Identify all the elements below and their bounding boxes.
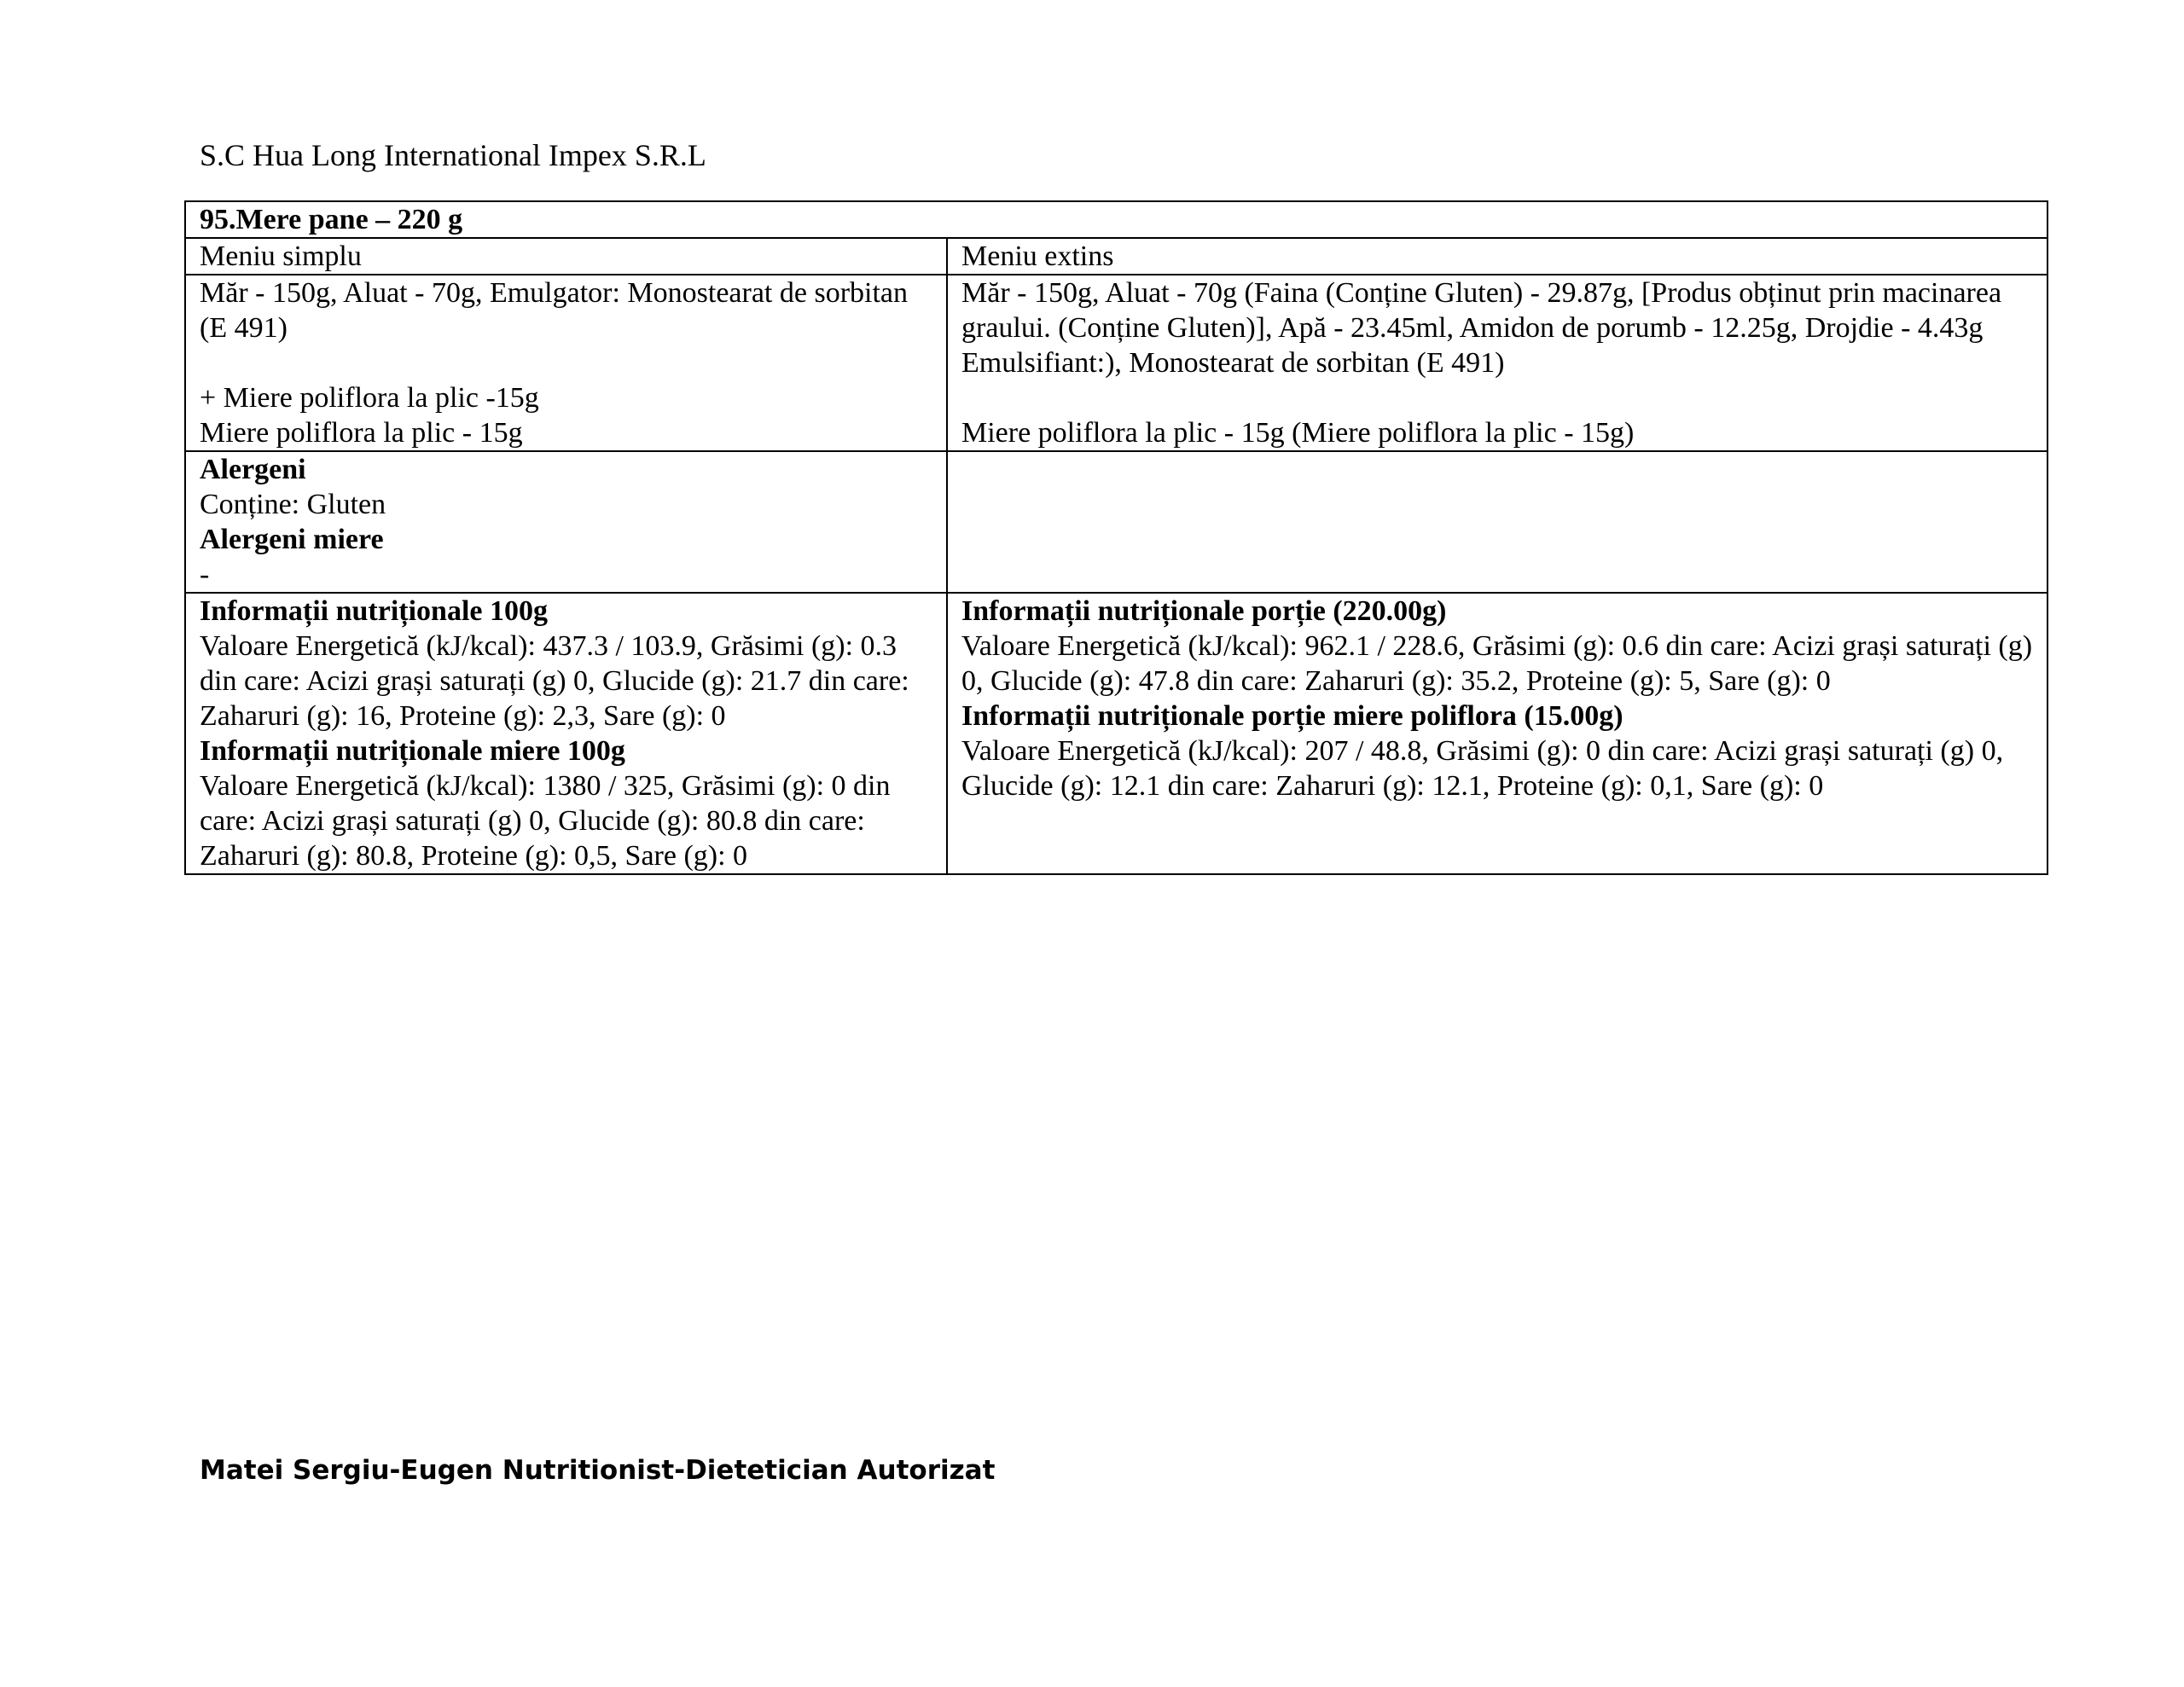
header-simple-menu: Meniu simplu bbox=[185, 238, 947, 275]
product-title: 95.Mere pane – 220 g bbox=[185, 201, 2048, 238]
nutrition-honey100-title: Informații nutriționale miere 100g bbox=[200, 735, 625, 767]
nutrition-per100-title: Informații nutriționale 100g bbox=[200, 595, 548, 627]
nutrition-honey-portion-title: Informații nutriționale porție miere poliflora (15.00g) bbox=[961, 700, 1623, 732]
ingredients-extended-cell bbox=[947, 275, 2048, 451]
spacer bbox=[961, 380, 2033, 415]
ingredients-extended-extra: Miere poliflora la plic - 15g (Miere poliflora la plic - 15g) bbox=[961, 417, 1635, 449]
allergens-cell bbox=[185, 451, 947, 593]
ingredients-simple-extra: Miere poliflora la plic - 15g bbox=[200, 417, 523, 449]
ingredients-extended-main: Măr - 150g, Aluat - 70g (Faina (Conține Gluten) - 29.87g, [Produs obținut prin macinarea graului. (Conține Gluten)], Apă - 23.45ml, Amidon de porumb - 12.25g, Drojdie - 4.43g Emulsifiant:), Monostearat de sorbitan (E 491) bbox=[961, 277, 2002, 379]
spacer bbox=[200, 345, 932, 380]
allergens-row bbox=[185, 451, 2048, 593]
nutritionist-signature: Matei Sergiu-Eugen Nutritionist-Dietetician Autorizat bbox=[200, 1455, 996, 1486]
ingredients-row bbox=[185, 275, 2048, 451]
nutrition-per100-text: Valoare Energetică (kJ/kcal): 437.3 / 103.9, Grăsimi (g): 0.3 din care: Acizi grași saturați (g) 0, Glucide (g): 21.7 din care: Zaharuri (g): 16, Proteine (g): 2,3, Sare (g): 0 bbox=[200, 630, 909, 732]
allergens-empty-cell bbox=[947, 451, 2048, 593]
header-row bbox=[185, 238, 2048, 275]
ingredients-simple-extra-plus: + Miere poliflora la plic -15g bbox=[200, 382, 539, 414]
nutrition-row bbox=[185, 593, 2048, 874]
nutrition-honey100-text: Valoare Energetică (kJ/kcal): 1380 / 325, Grăsimi (g): 0 din care: Acizi grași saturați (g) 0, Glucide (g): 80.8 din care: Zaharuri (g): 80.8, Proteine (g): 0,5, Sare (g): 0 bbox=[200, 770, 891, 872]
nutrition-portion-text: Valoare Energetică (kJ/kcal): 962.1 / 228.6, Grăsimi (g): 0.6 din care: Acizi grași saturați (g) 0, Glucide (g): 47.8 din care: Zaharuri (g): 35.2, Proteine (g): 5, Sare (g): 0 bbox=[961, 630, 2033, 697]
allergens-value: Conține: Gluten bbox=[200, 489, 386, 520]
nutrition-portion-cell bbox=[947, 593, 2048, 874]
title-row bbox=[185, 201, 2048, 238]
ingredients-simple-cell bbox=[185, 275, 947, 451]
honey-allergens-title: Alergeni miere bbox=[200, 524, 384, 555]
nutrition-per100-cell bbox=[185, 593, 947, 874]
company-name: S.C Hua Long International Impex S.R.L bbox=[200, 138, 706, 172]
nutrition-honey-portion-text: Valoare Energetică (kJ/kcal): 207 / 48.8, Grăsimi (g): 0 din care: Acizi grași saturați (g) 0, Glucide (g): 12.1 din care: Zaharuri (g): 12.1, Proteine (g): 0,1, Sare (g): 0 bbox=[961, 735, 2004, 802]
ingredients-simple-main: Măr - 150g, Aluat - 70g, Emulgator: Monostearat de sorbitan (E 491) bbox=[200, 277, 908, 344]
product-table bbox=[184, 200, 2048, 875]
nutrition-portion-title: Informații nutriționale porție (220.00g) bbox=[961, 595, 1447, 627]
header-extended-menu: Meniu extins bbox=[947, 238, 2048, 275]
allergens-title: Alergeni bbox=[200, 454, 306, 485]
honey-allergens-value: - bbox=[200, 559, 210, 590]
